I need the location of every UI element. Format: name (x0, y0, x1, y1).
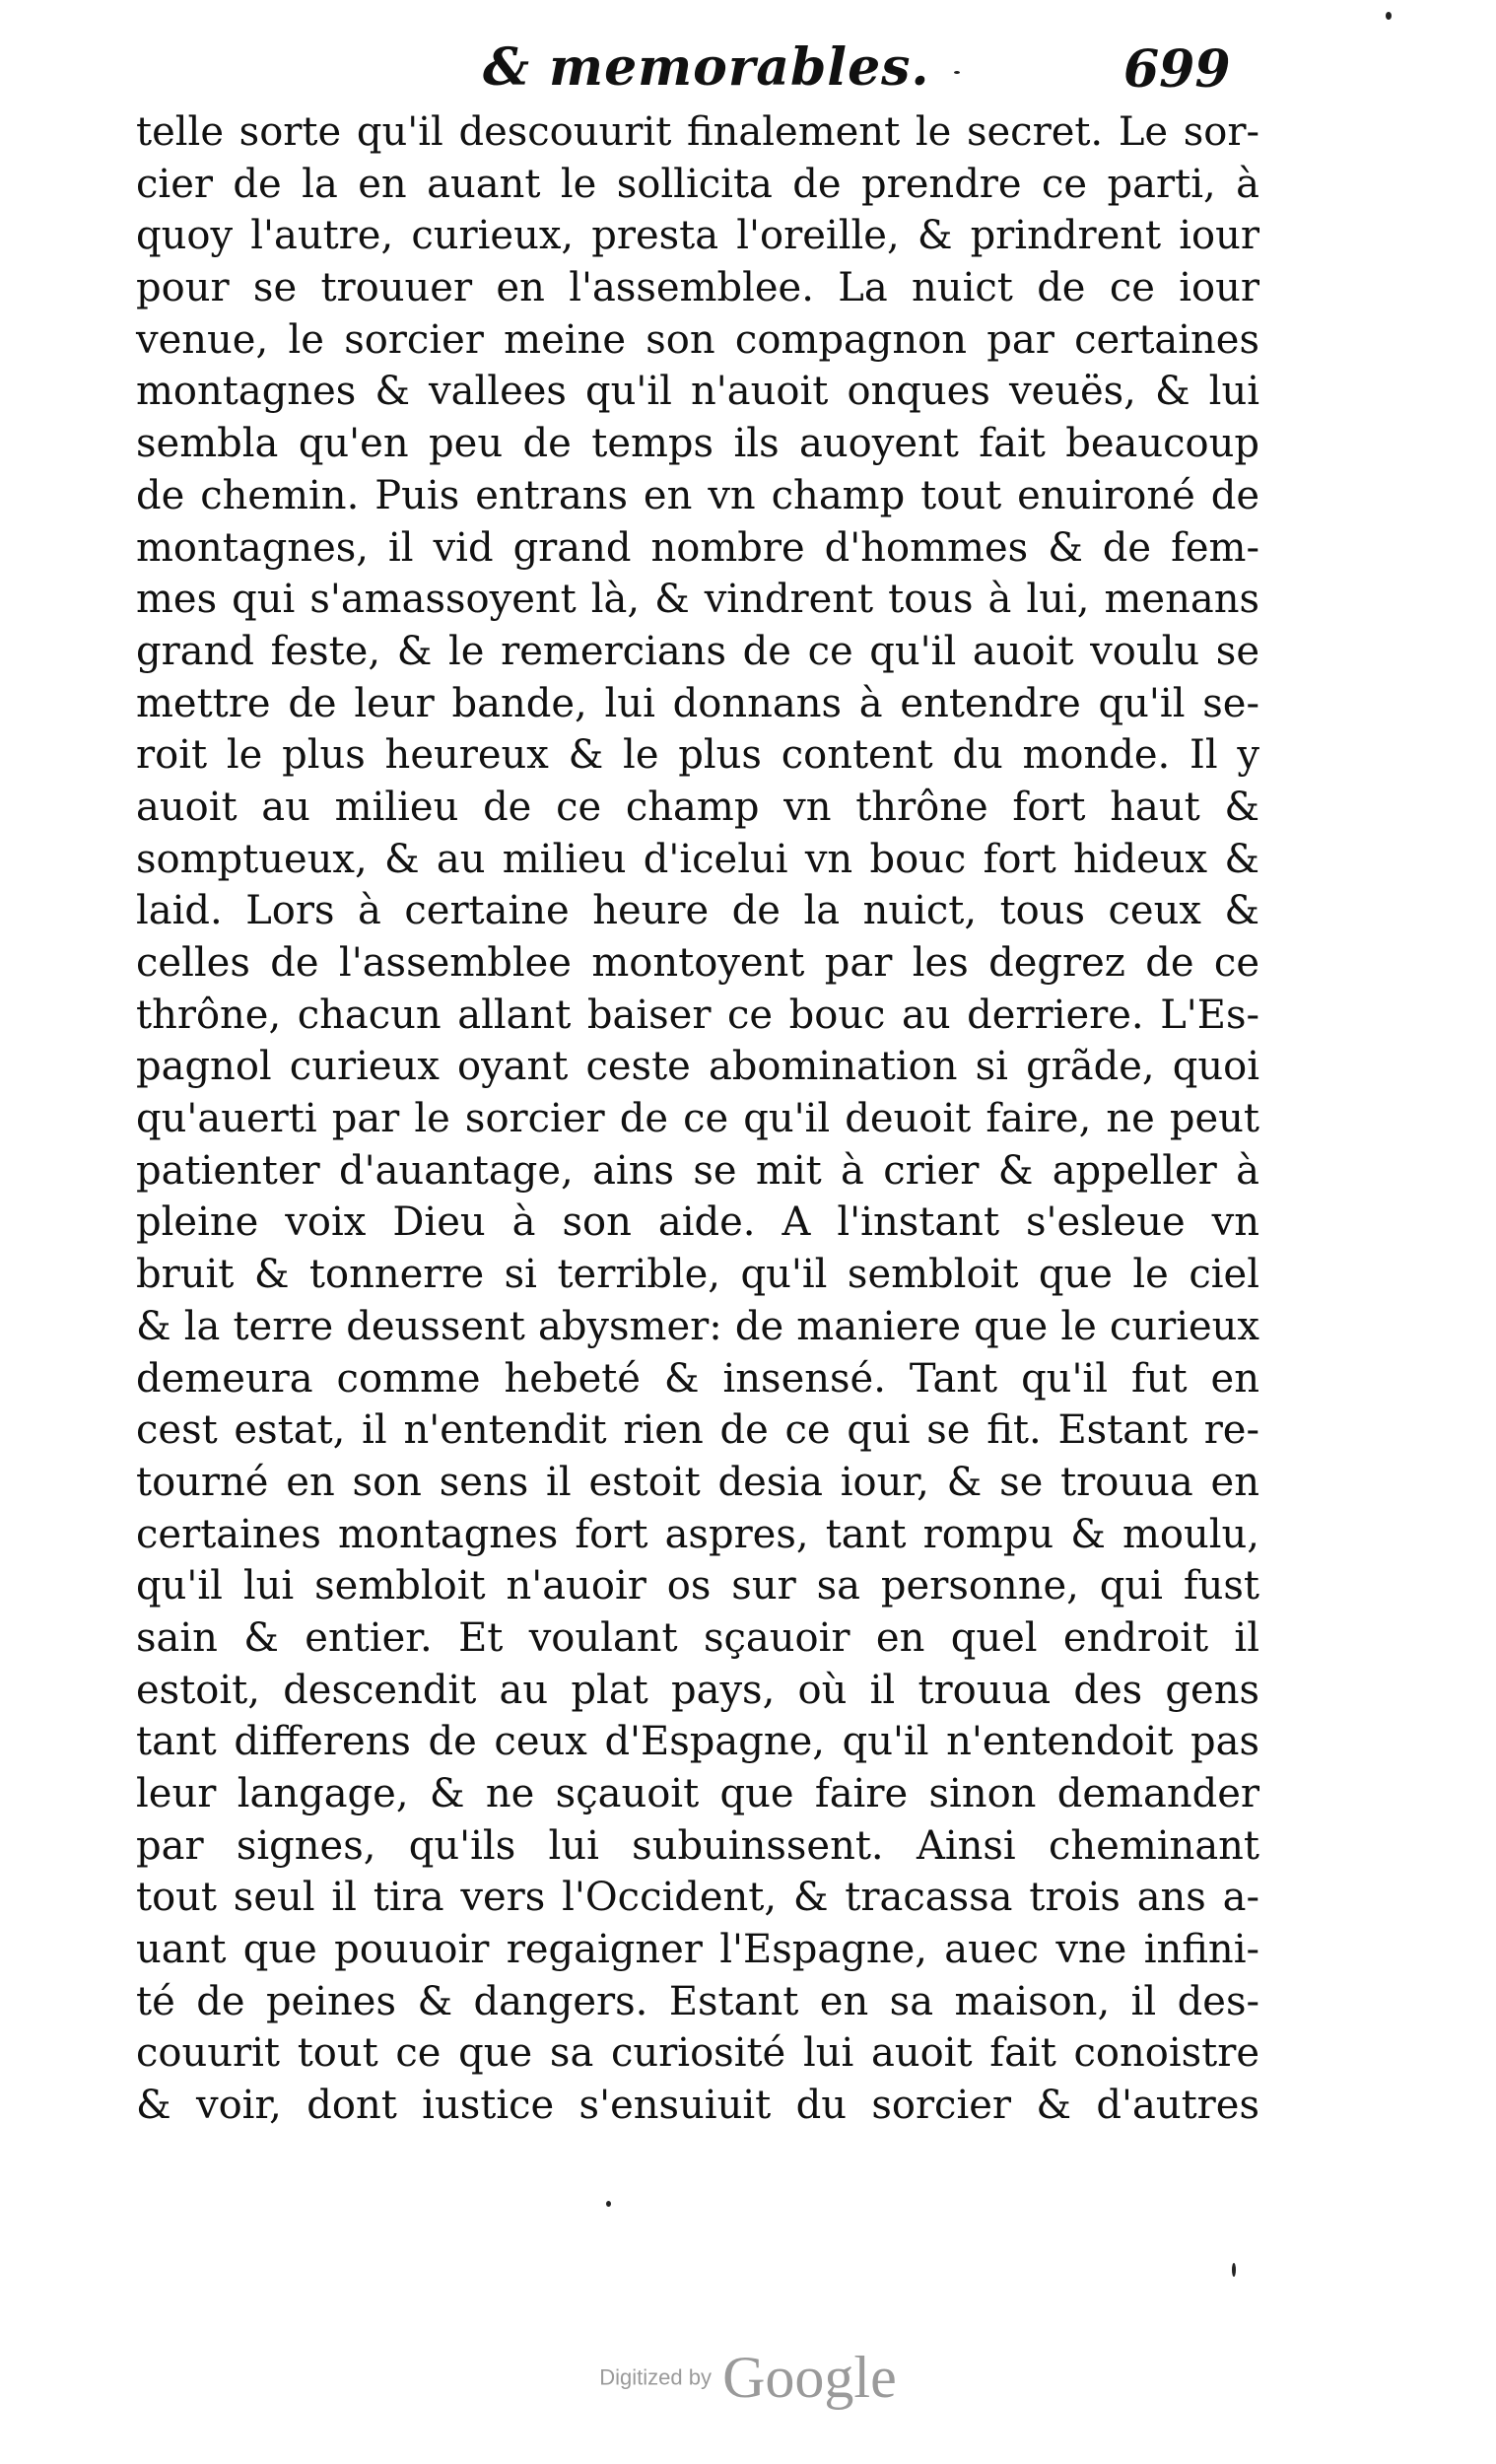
digitized-by-label: Digitized by (599, 2364, 712, 2390)
text-line: estoit, descendit au plat pays, où il trouua des gens (136, 1667, 1259, 1713)
text-line: & voir, dont iustice s'ensuiuit du sorcier & d'autres (136, 2083, 1259, 2129)
ink-speck (1386, 12, 1392, 20)
text-line: par signes, qu'ils lui subuinssent. Ainsi cheminant (136, 1822, 1259, 1869)
text-line: sain & entier. Et voulant sçauoir en quel endroit il (136, 1614, 1259, 1661)
ink-speck (1232, 2263, 1236, 2277)
text-line: patienter d'auantage, ains se mit à crier & appeller à (136, 1147, 1259, 1194)
text-line: bruit & tonnerre si terrible, qu'il sembloit que le ciel (136, 1252, 1259, 1298)
text-line: cier de la en auant le sollicita de prendre ce parti, à (136, 161, 1259, 207)
text-line: qu'auerti par le sorcier de ce qu'il deuoit faire, ne peut (136, 1096, 1259, 1142)
text-line: couurit tout ce que sa curiosité lui auoit fait conoistre (136, 2030, 1259, 2077)
text-line: venue, le sorcier meine son compagnon par certaines (136, 316, 1259, 363)
ink-speck (606, 2201, 611, 2207)
text-line: & la terre deussent abysmer: de maniere que le curieux (136, 1303, 1259, 1349)
text-line: auoit au milieu de ce champ vn thrône fort haut & (136, 784, 1259, 830)
running-title: & memorables. (483, 37, 930, 98)
text-line: cest estat, il n'entendit rien de ce qui se fit. Estant re- (136, 1407, 1259, 1454)
text-line: mettre de leur bande, lui donnans à entendre qu'il se- (136, 680, 1259, 726)
text-line: thrône, chacun allant baiser ce bouc au derriere. L'Es- (136, 992, 1259, 1038)
digitization-footer (0, 2344, 1496, 2412)
body-text (136, 106, 1259, 2132)
text-line: de chemin. Puis entrans en vn champ tout enuironé de (136, 472, 1259, 518)
text-line: leur langage, & ne sçauoit que faire sinon demander (136, 1771, 1259, 1816)
text-line: demeura comme hebeté & insensé. Tant qu'il fut en (136, 1355, 1259, 1402)
text-line: laid. Lors à certaine heure de la nuict, tous ceux & (136, 888, 1259, 934)
text-line: uant que pouuoir regaigner l'Espagne, auec vne infini- (136, 1927, 1259, 1973)
text-line: quoy l'autre, curieux, presta l'oreille, & prindrent iour (136, 213, 1259, 259)
text-line: pleine voix Dieu à son aide. A l'instant s'esleue vn (136, 1199, 1259, 1246)
text-line: tout seul il tira vers l'Occident, & tracassa trois ans a- (136, 1875, 1259, 1921)
text-line: sembla qu'en peu de temps ils auoyent fait beaucoup (136, 421, 1259, 467)
text-line: tant differens de ceux d'Espagne, qu'il n'entendoit pas (136, 1719, 1259, 1765)
text-line: montagnes & vallees qu'il n'auoit onques veuës, & lui (136, 369, 1259, 415)
text-line: mes qui s'amassoyent là, & vindrent tous à lui, menans (136, 577, 1259, 623)
text-line: grand feste, & le remercians de ce qu'il auoit voulu se (136, 628, 1259, 674)
text-line: tourné en son sens il estoit desia iour, & se trouua en (136, 1459, 1259, 1505)
google-watermark: Google (722, 2345, 897, 2410)
text-line: montagnes, il vid grand nombre d'hommes & de fem- (136, 524, 1259, 571)
text-line: pour se trouuer en l'assemblee. La nuict de ce iour (136, 265, 1259, 311)
text-line: roit le plus heureux & le plus content du monde. Il y (136, 732, 1259, 779)
text-line: qu'il lui sembloit n'auoir os sur sa personne, qui fust (136, 1563, 1259, 1609)
text-line: certaines montagnes fort aspres, tant rompu & moulu, (136, 1511, 1259, 1557)
text-line: celles de l'assemblee montoyent par les degrez de ce (136, 940, 1259, 986)
text-line: pagnol curieux oyant ceste abomination si grãde, quoi (136, 1044, 1259, 1090)
text-line: somptueux, & au milieu d'icelui vn bouc fort hideux & (136, 836, 1259, 882)
text-line: telle sorte qu'il descouurit finalement le secret. Le sor- (136, 109, 1259, 155)
ink-speck (954, 71, 960, 74)
page-number: 699 (1123, 39, 1231, 100)
text-line: té de peines & dangers. Estant en sa maison, il des- (136, 1978, 1259, 2024)
